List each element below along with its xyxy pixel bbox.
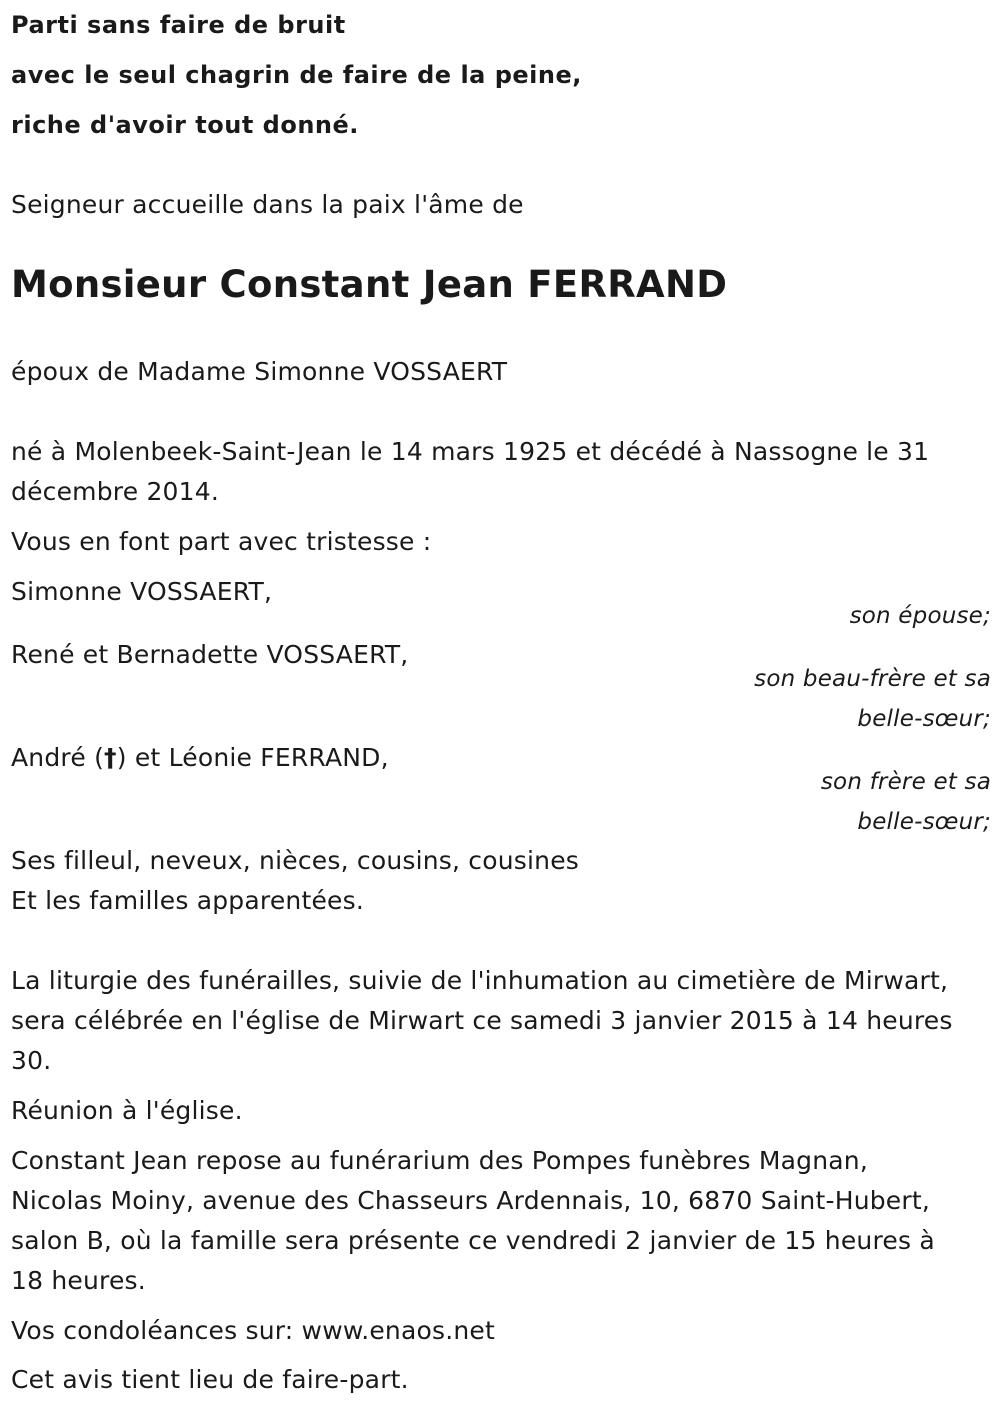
family-member-name-part: ) et Léonie FERRAND, bbox=[116, 743, 389, 772]
repose-line-3: salon B, où la famille sera présente ce vendredi 2 janvier de 15 heures à bbox=[11, 1226, 935, 1255]
repose-line-4: 18 heures. bbox=[11, 1266, 146, 1295]
birth-death-line-1: né à Molenbeek-Saint-Jean le 14 mars 1925 et décédé à Nassogne le 31 bbox=[11, 437, 930, 466]
closing-text: Cet avis tient lieu de faire-part. bbox=[11, 1365, 409, 1394]
obituary-notice bbox=[11, 0, 991, 1414]
family-member-name-part: André ( bbox=[11, 743, 105, 772]
intro-text: Seigneur accueille dans la paix l'âme de bbox=[11, 190, 524, 219]
cross-icon: † bbox=[104, 743, 117, 772]
repose-line-1: Constant Jean repose au funérarium des Pompes funèbres Magnan, bbox=[11, 1146, 868, 1175]
repose-line-2: Nicolas Moiny, avenue des Chasseurs Ardennais, 10, 6870 Saint-Hubert, bbox=[11, 1186, 931, 1215]
deceased-name: Monsieur Constant Jean FERRAND bbox=[11, 263, 728, 306]
family-relation: belle-sœur; bbox=[857, 706, 991, 732]
family-relation: son frère et sa bbox=[820, 769, 991, 795]
condolences-text: Vos condoléances sur: www.enaos.net bbox=[11, 1316, 495, 1345]
liturgy-line-3: 30. bbox=[11, 1046, 52, 1075]
others-line-1: Ses filleul, neveux, nièces, cousins, cousines bbox=[11, 846, 580, 875]
others-line-2: Et les familles apparentées. bbox=[11, 886, 364, 915]
family-relation: belle-sœur; bbox=[857, 809, 991, 835]
poem-line-3: riche d'avoir tout donné. bbox=[11, 111, 359, 139]
family-relation: son épouse; bbox=[849, 603, 991, 629]
poem-line-1: Parti sans faire de bruit bbox=[11, 11, 346, 39]
family-member-name bbox=[11, 738, 389, 778]
family-member-name: René et Bernadette VOSSAERT, bbox=[11, 640, 409, 669]
spouse-line: époux de Madame Simonne VOSSAERT bbox=[11, 357, 508, 386]
family-member-name: Simonne VOSSAERT, bbox=[11, 577, 273, 606]
liturgy-line-2: sera célébrée en l'église de Mirwart ce samedi 3 janvier 2015 à 14 heures bbox=[11, 1006, 953, 1035]
poem-line-2: avec le seul chagrin de faire de la peine, bbox=[11, 61, 582, 89]
announce-text: Vous en font part avec tristesse : bbox=[11, 527, 432, 556]
birth-death-line-2: décembre 2014. bbox=[11, 477, 220, 506]
liturgy-line-1: La liturgie des funérailles, suivie de l'inhumation au cimetière de Mirwart, bbox=[11, 966, 949, 995]
meeting-text: Réunion à l'église. bbox=[11, 1096, 243, 1125]
family-relation: son beau-frère et sa bbox=[754, 666, 991, 692]
